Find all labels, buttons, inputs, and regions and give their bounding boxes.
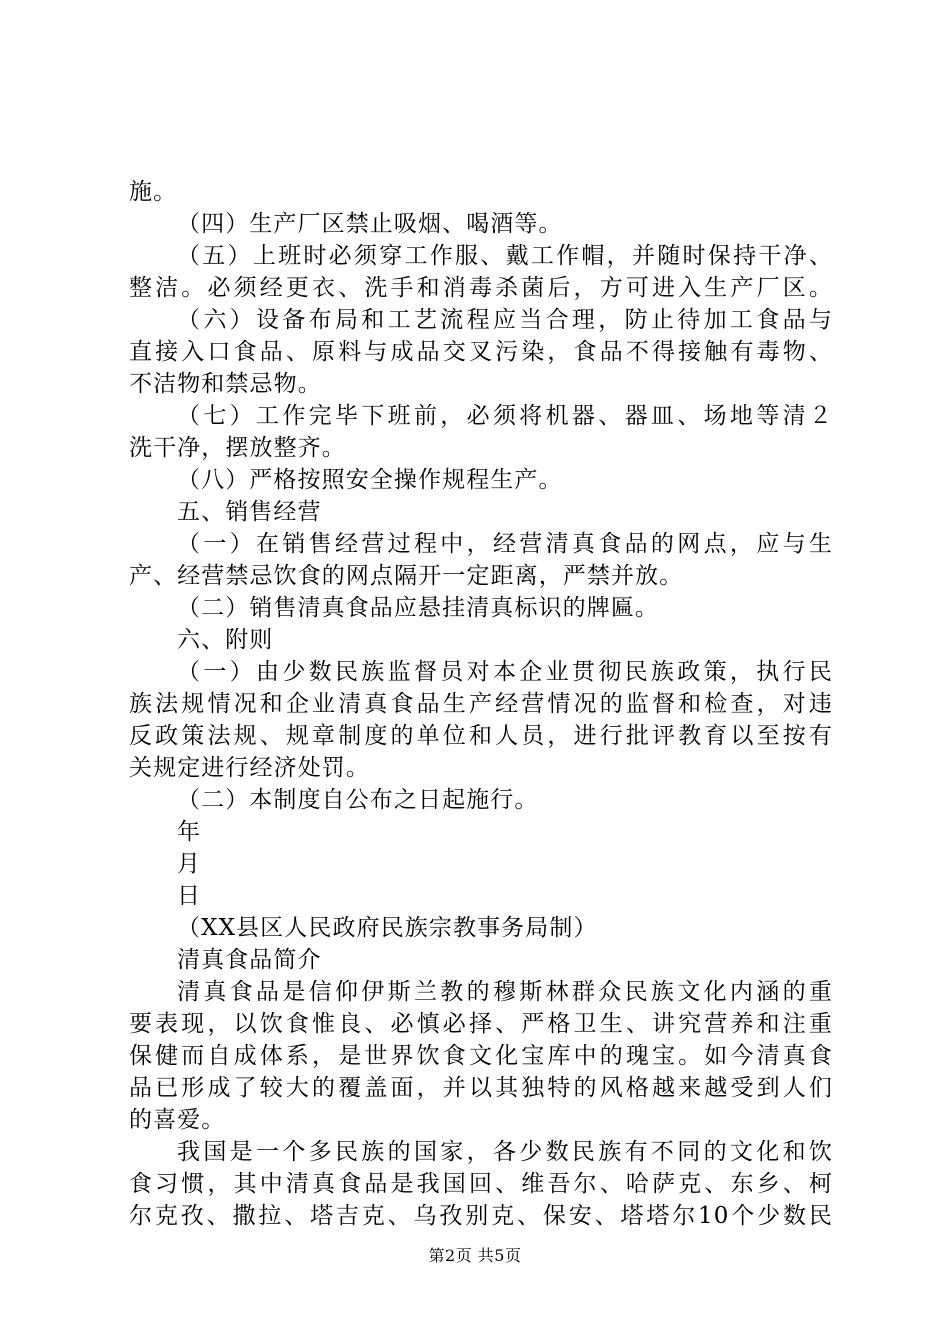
text-line: 关规定进行经济处罚。	[129, 755, 370, 781]
text-line: 直接入口食品、原料与成品交叉污染，食品不得接触有毒物、	[129, 339, 833, 365]
text-line: 的喜爱。	[129, 1107, 226, 1133]
text-line: 食习惯，其中清真食品是我国回、维吾尔、哈萨克、东乡、柯	[129, 1171, 833, 1197]
text-line: （二）本制度自公布之日起施行。	[177, 787, 539, 813]
text-line: 保健而自成体系，是世界饮食文化宝库中的瑰宝。如今清真食	[129, 1043, 833, 1069]
text-line: （六）设备布局和工艺流程应当合理，防止待加工食品与	[177, 307, 833, 333]
text-line: （一）在销售经营过程中，经营清真食品的网点，应与生	[177, 531, 833, 557]
text-line: 反政策法规、规章制度的单位和人员，进行批评教育以至按有	[129, 723, 833, 749]
date-year-label: 年	[177, 819, 202, 845]
text-line: 产、经营禁忌饮食的网点隔开一定距离，严禁并放。	[129, 563, 684, 589]
text-line: 我国是一个多民族的国家，各少数民族有不同的文化和饮	[177, 1139, 833, 1165]
text-line: 施。	[129, 179, 178, 205]
section-heading: 五、销售经营	[177, 499, 322, 525]
text-line: 品已形成了较大的覆盖面，并以其独特的风格越来越受到人们	[129, 1075, 833, 1101]
text-line: 要表现，以饮食惟良、必慎必择、严格卫生、讲究营养和注重	[129, 1011, 833, 1037]
text-line: （七）工作完毕下班前，必须将机器、器皿、场地等清２	[177, 403, 833, 429]
page-footer	[0, 1246, 950, 1266]
text-line: （四）生产厂区禁止吸烟、喝酒等。	[177, 211, 563, 237]
issuer-line: （XX县区人民政府民族宗教事务局制）	[177, 915, 598, 941]
text-line: 整洁。必须经更衣、洗手和消毒杀菌后，方可进入生产厂区。	[129, 275, 833, 301]
page-number-label: 第2页 共5页	[428, 1246, 522, 1265]
article-title: 清真食品简介	[177, 947, 322, 973]
section-heading: 六、附则	[177, 627, 274, 653]
date-day-label: 日	[177, 883, 202, 909]
text-line: （八）严格按照安全操作规程生产。	[177, 467, 563, 493]
text-line: （五）上班时必须穿工作服、戴工作帽，并随时保持干净、	[177, 243, 833, 269]
text-line: （一）由少数民族监督员对本企业贯彻民族政策，执行民	[177, 659, 833, 685]
text-line: （二）销售清真食品应悬挂清真标识的牌匾。	[177, 595, 659, 621]
text-line: 族法规情况和企业清真食品生产经营情况的监督和检查，对违	[129, 691, 833, 717]
text-line: 洗干净，摆放整齐。	[129, 435, 346, 461]
text-line: 清真食品是信仰伊斯兰教的穆斯林群众民族文化内涵的重	[177, 979, 833, 1005]
date-month-label: 月	[177, 851, 202, 877]
body-text	[129, 176, 833, 1232]
text-line: 不洁物和禁忌物。	[129, 371, 322, 397]
text-line: 尔克孜、撒拉、塔吉克、乌孜别克、保安、塔塔尔10个少数民	[129, 1203, 833, 1229]
